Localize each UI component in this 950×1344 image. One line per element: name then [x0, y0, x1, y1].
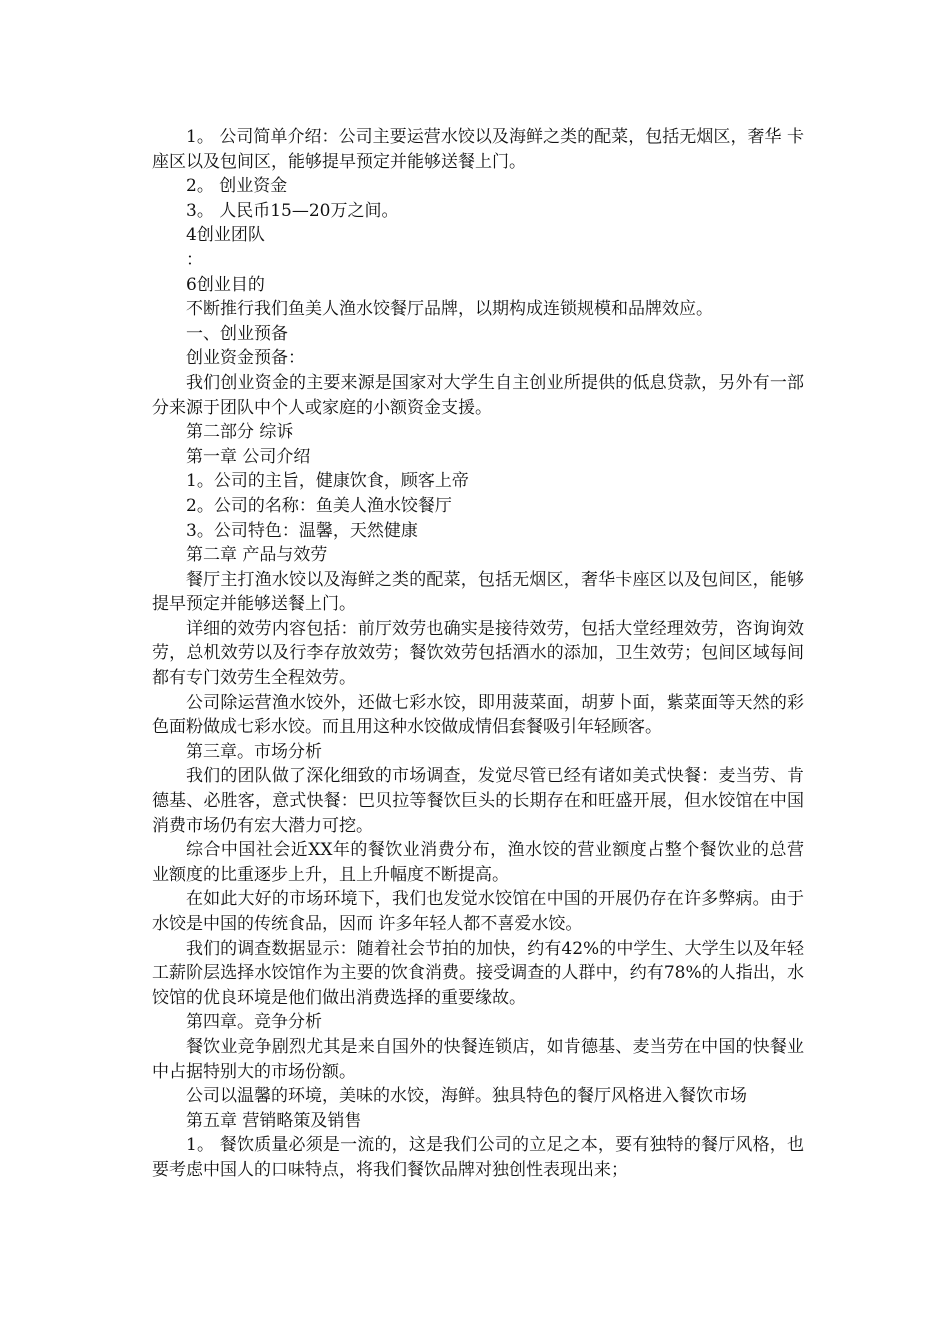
paragraph-funds-amount: 3。 人民币15—20万之间。 [186, 200, 399, 221]
paragraph-chapter-three: 第三章。市场分析 [186, 741, 322, 762]
paragraph-services: 详细的效劳内容包括：前厅效劳也确实是接待效劳，包括大堂经理效劳，咨询询效劳，总机效劳以及行李存放效劳；餐饮效劳包括酒水的添加，卫生效劳；包间区域每间都有专门效劳生全程效劳。 [152, 618, 804, 689]
paragraph-name: 2。公司的名称：鱼美人渔水饺餐厅 [186, 495, 452, 516]
paragraph-feature: 3。公司特色：温馨，天然健康 [186, 520, 418, 541]
paragraph-funds-source: 我们创业资金的主要来源是国家对大学生自主创业所提供的低息贷款，另外有一部分来源于团队中个人或家庭的小额资金支援。 [152, 372, 804, 418]
paragraph-chapter-two: 第二章 产品与效劳 [186, 545, 328, 566]
paragraph-purpose: 不断推行我们鱼美人渔水饺餐厅品牌，以期构成连锁规模和品牌效应。 [186, 299, 713, 320]
paragraph-chapter-five: 第五章 营销略策及销售 [186, 1110, 362, 1131]
paragraph-colon: ： [186, 249, 203, 270]
paragraph-purpose-heading: 6创业目的 [186, 274, 265, 295]
paragraph-funds-heading: 2。 创业资金 [186, 176, 288, 197]
paragraph-funds-prep: 创业资金预备： [186, 348, 305, 369]
paragraph-section-prep: 一、创业预备 [186, 323, 288, 344]
paragraph-colorful-dumplings: 公司除运营渔水饺外，还做七彩水饺，即用菠菜面，胡萝卜面，紫菜面等天然的彩色面粉做成七彩水饺。而且用这种水饺做成情侣套餐吸引年轻顾客。 [152, 692, 804, 738]
paragraph-survey-data: 我们的调查数据显示：随着社会节拍的加快，约有42%的中学生、大学生以及年轻工薪阶层选择水饺馆作为主要的饮食消费。接受调查的人群中，约有78%的人指出，水饺馆的优良环境是他们做出消费选择的重要缘故。 [152, 938, 804, 1008]
paragraph-chapter-one: 第一章 公司介绍 [186, 446, 311, 467]
paragraph-company-intro: 1。 公司简单介绍：公司主要运营水饺以及海鲜之类的配菜，包括无烟区，奢华 卡座区以及包间区，能够提早预定并能够送餐上门。 [152, 127, 804, 172]
paragraph-team-heading: 4创业团队 [186, 225, 265, 246]
paragraph-market-problems: 在如此大好的市场环境下，我们也发觉水饺馆在中国的开展仍存在许多弊病。由于水饺是中国的传统食品，因而 许多年轻人都不喜爱水饺。 [152, 889, 804, 934]
paragraph-market-share: 综合中国社会近XX年的餐饮业消费分布，渔水饺的营业额度占整个餐饮业的总营业额度的比重逐步上升，且上升幅度不断提高。 [152, 840, 804, 885]
paragraph-part-two: 第二部分 综诉 [186, 422, 294, 443]
paragraph-chapter-four: 第四章。竞争分析 [186, 1012, 322, 1033]
paragraph-competition: 餐饮业竞争剧烈尤其是来自国外的快餐连锁店，如肯德基、麦当劳在中国的快餐业中占据特别大的市场份额。 [152, 1036, 804, 1082]
paragraph-entry: 公司以温馨的环境，美味的水饺，海鲜。独具特色的餐厅风格进入餐饮市场 [186, 1086, 747, 1107]
paragraph-restaurant: 餐厅主打渔水饺以及海鲜之类的配菜，包括无烟区，奢华卡座区以及包间区，能够提早预定并能够送餐上门。 [152, 569, 804, 615]
document-body [152, 125, 804, 1183]
paragraph-quality: 1。 餐饮质量必须是一流的，这是我们公司的立足之本，要有独特的餐厅风格，也要考虑中国人的口味特点，将我们餐饮品牌对独创性表现出来； [152, 1135, 804, 1180]
paragraph-market-research: 我们的团队做了深化细致的市场调查，发觉尽管已经有诸如美式快餐：麦当劳、肯德基、必胜客，意式快餐：巴贝拉等餐饮巨头的长期存在和旺盛开展，但水饺馆在中国消费市场仍有宏大潜力可挖。 [152, 766, 804, 836]
paragraph-aim: 1。公司的主旨，健康饮食，顾客上帝 [186, 471, 469, 492]
